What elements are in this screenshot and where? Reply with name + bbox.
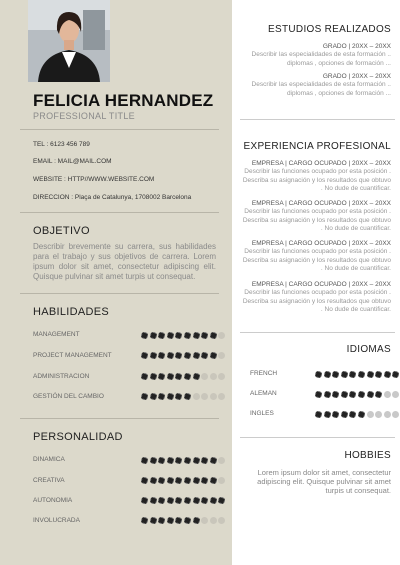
rating-dot-filled (141, 477, 148, 484)
rating-dot-empty (210, 393, 217, 400)
rating-dot-filled (375, 371, 382, 378)
contact-email[interactable]: EMAIL : MAIL@MAIL.COM (33, 158, 112, 165)
rating-dot-empty (210, 373, 217, 380)
rating-dot-filled (175, 457, 182, 464)
divider (240, 437, 395, 438)
skill-label: PROJECT MANAGEMENT (33, 352, 112, 359)
rating-dot-filled (141, 373, 148, 380)
rating-dot-filled (158, 477, 165, 484)
rating-dot-filled (150, 497, 157, 504)
rating-dot-filled (167, 457, 174, 464)
rating-dot-filled (158, 497, 165, 504)
rating-dot-filled (150, 352, 157, 359)
rating-dot-empty (201, 517, 208, 524)
rating-dot-filled (341, 371, 348, 378)
rating-dot-filled (184, 477, 191, 484)
contact-tel: TEL : 6123 456 789 (33, 141, 90, 148)
rating-dot-filled (349, 371, 356, 378)
rating-dot-filled (332, 411, 339, 418)
job-description: Describir las funciones ocupado por esta posición . Describa su asignación y los resultados que obtuvo . No dude de cuantificar. (242, 248, 391, 272)
rating-dot-filled (210, 352, 217, 359)
rating-dot-filled (184, 332, 191, 339)
rating-dot-empty (218, 332, 225, 339)
rating-dot-filled (341, 411, 348, 418)
rating-dot-filled (392, 371, 399, 378)
rating-dot-filled (184, 457, 191, 464)
divider (20, 129, 219, 130)
rating-dot-filled (175, 373, 182, 380)
rating-dot-filled (193, 497, 200, 504)
rating-dot-filled (184, 352, 191, 359)
skill-label: GESTIÓN DEL CAMBIO (33, 393, 104, 400)
rating-dot-empty (384, 411, 391, 418)
rating-dot-filled (201, 497, 208, 504)
estudios-title: ESTUDIOS REALIZADOS (268, 24, 391, 35)
trait-label: DINAMICA (33, 456, 65, 463)
job-heading: EMPRESA | CARGO OCUPADO | 20XX – 20XX (251, 200, 391, 207)
trait-rating (141, 497, 225, 504)
rating-dot-filled (175, 517, 182, 524)
personalidad-title: PERSONALIDAD (33, 431, 123, 443)
language-rating (315, 371, 399, 378)
rating-dot-filled (193, 352, 200, 359)
rating-dot-filled (332, 371, 339, 378)
rating-dot-filled (315, 371, 322, 378)
rating-dot-filled (141, 457, 148, 464)
rating-dot-filled (210, 497, 217, 504)
rating-dot-filled (141, 393, 148, 400)
objetivo-title: OBJETIVO (33, 225, 90, 237)
skill-rating (141, 373, 225, 380)
profile-photo (28, 0, 110, 82)
language-rating (315, 391, 399, 398)
rating-dot-filled (150, 373, 157, 380)
rating-dot-empty (218, 517, 225, 524)
rating-dot-filled (158, 457, 165, 464)
contact-address: DIRECCION : Plaça de Catalunya, 1708002 Barcelona (33, 194, 192, 201)
rating-dot-empty (193, 393, 200, 400)
education-heading: GRADO | 20XX – 20XX (322, 73, 391, 80)
language-label: FRENCH (250, 370, 278, 377)
rating-dot-filled (167, 332, 174, 339)
objetivo-text: Describir brevemente su carrera, sus habilidades para el trabajo y sus objetivos de carrera. Lorem ipsum dolor sit amet, consectetur adipiscing elit. Quisque pulvinar sit amet turpis ut consequat. (33, 242, 216, 281)
contact-website[interactable]: WEBSITE : HTTP//WWW.WEBSITE.COM (33, 176, 155, 183)
rating-dot-filled (218, 497, 225, 504)
rating-dot-empty (218, 477, 225, 484)
rating-dot-filled (150, 332, 157, 339)
rating-dot-empty (210, 517, 217, 524)
job-heading: EMPRESA | CARGO OCUPADO | 20XX – 20XX (251, 160, 391, 167)
rating-dot-empty (201, 373, 208, 380)
job-heading: EMPRESA | CARGO OCUPADO | 20XX – 20XX (251, 281, 391, 288)
rating-dot-filled (324, 411, 331, 418)
rating-dot-filled (141, 517, 148, 524)
rating-dot-empty (201, 393, 208, 400)
skill-label: MANAGEMENT (33, 331, 80, 338)
rating-dot-filled (358, 371, 365, 378)
divider (240, 119, 395, 120)
rating-dot-filled (175, 352, 182, 359)
rating-dot-empty (218, 393, 225, 400)
language-label: ALEMAN (250, 390, 277, 397)
rating-dot-filled (193, 517, 200, 524)
trait-rating (141, 477, 225, 484)
rating-dot-filled (324, 391, 331, 398)
rating-dot-filled (358, 411, 365, 418)
rating-dot-filled (201, 477, 208, 484)
trait-label: INVOLUCRADA (33, 517, 80, 524)
job-description: Describir las funciones ocupado por esta posición . Describa su asignación y los resultados que obtuvo . No dude de cuantificar. (242, 289, 391, 313)
rating-dot-empty (218, 373, 225, 380)
rating-dot-filled (324, 371, 331, 378)
rating-dot-filled (141, 352, 148, 359)
trait-rating (141, 457, 225, 464)
education-heading: GRADO | 20XX – 20XX (322, 43, 391, 50)
professional-title: PROFESSIONAL TITLE (33, 111, 135, 121)
rating-dot-filled (201, 457, 208, 464)
trait-label: AUTONOMIA (33, 497, 73, 504)
rating-dot-filled (158, 517, 165, 524)
rating-dot-filled (167, 393, 174, 400)
skill-rating (141, 352, 225, 359)
skill-label: ADMINISTRACION (33, 373, 90, 380)
rating-dot-filled (150, 457, 157, 464)
rating-dot-filled (150, 477, 157, 484)
full-name: FELICIA HERNANDEZ (33, 91, 214, 110)
rating-dot-filled (141, 332, 148, 339)
rating-dot-filled (167, 352, 174, 359)
rating-dot-empty (367, 411, 374, 418)
rating-dot-filled (349, 411, 356, 418)
experiencia-title: EXPERIENCIA PROFESIONAL (243, 141, 391, 152)
idiomas-title: IDIOMAS (346, 344, 391, 355)
education-description: Describir las especialidades de esta formación .. diplomas , opciones de formación ... (251, 51, 391, 67)
rating-dot-filled (332, 391, 339, 398)
rating-dot-filled (167, 517, 174, 524)
rating-dot-filled (158, 393, 165, 400)
divider (20, 212, 219, 213)
rating-dot-filled (141, 497, 148, 504)
rating-dot-filled (184, 497, 191, 504)
hobbies-text: Lorem ipsum dolor sit amet, consectetur adipiscing elit. Quisque pulvinar sit amet turpis ut consequat. (257, 468, 391, 495)
education-description: Describir las especialidades de esta formación .. diplomas , opciones de formación ... (251, 81, 391, 97)
divider (20, 418, 219, 419)
rating-dot-filled (315, 391, 322, 398)
job-description: Describir las funciones ocupado por esta posición . Describa su asignación y los resultados que obtuvo . No dude de cuantificar. (242, 208, 391, 232)
rating-dot-filled (341, 391, 348, 398)
rating-dot-filled (167, 477, 174, 484)
rating-dot-filled (193, 457, 200, 464)
rating-dot-filled (375, 391, 382, 398)
rating-dot-filled (358, 391, 365, 398)
rating-dot-filled (315, 411, 322, 418)
rating-dot-filled (175, 393, 182, 400)
rating-dot-filled (167, 497, 174, 504)
rating-dot-filled (349, 391, 356, 398)
rating-dot-filled (210, 477, 217, 484)
rating-dot-empty (375, 411, 382, 418)
job-description: Describir las funciones ocupado por esta posición . Describa su asignación y los resultados que obtuvo . No dude de cuantificar. (242, 168, 391, 192)
divider (240, 332, 395, 333)
trait-rating (141, 517, 225, 524)
rating-dot-filled (175, 332, 182, 339)
rating-dot-empty (384, 391, 391, 398)
rating-dot-filled (167, 373, 174, 380)
rating-dot-filled (184, 373, 191, 380)
rating-dot-filled (184, 517, 191, 524)
job-heading: EMPRESA | CARGO OCUPADO | 20XX – 20XX (251, 240, 391, 247)
language-label: INGLES (250, 410, 274, 417)
language-rating (315, 411, 399, 418)
rating-dot-filled (150, 393, 157, 400)
rating-dot-filled (158, 352, 165, 359)
rating-dot-filled (384, 371, 391, 378)
rating-dot-filled (158, 373, 165, 380)
rating-dot-filled (193, 477, 200, 484)
rating-dot-filled (175, 477, 182, 484)
rating-dot-filled (210, 332, 217, 339)
skill-rating (141, 332, 225, 339)
rating-dot-filled (158, 332, 165, 339)
rating-dot-empty (218, 352, 225, 359)
rating-dot-filled (193, 332, 200, 339)
rating-dot-empty (392, 411, 399, 418)
rating-dot-filled (193, 373, 200, 380)
hobbies-title: HOBBIES (344, 450, 391, 461)
trait-label: CREATIVA (33, 477, 65, 484)
divider (20, 293, 219, 294)
rating-dot-filled (201, 352, 208, 359)
rating-dot-filled (367, 391, 374, 398)
skill-rating (141, 393, 225, 400)
rating-dot-empty (218, 457, 225, 464)
rating-dot-filled (175, 497, 182, 504)
rating-dot-empty (392, 391, 399, 398)
rating-dot-filled (210, 457, 217, 464)
rating-dot-filled (184, 393, 191, 400)
portrait-image (28, 0, 110, 82)
rating-dot-filled (201, 332, 208, 339)
habilidades-title: HABILIDADES (33, 306, 110, 318)
rating-dot-filled (150, 517, 157, 524)
rating-dot-filled (367, 371, 374, 378)
